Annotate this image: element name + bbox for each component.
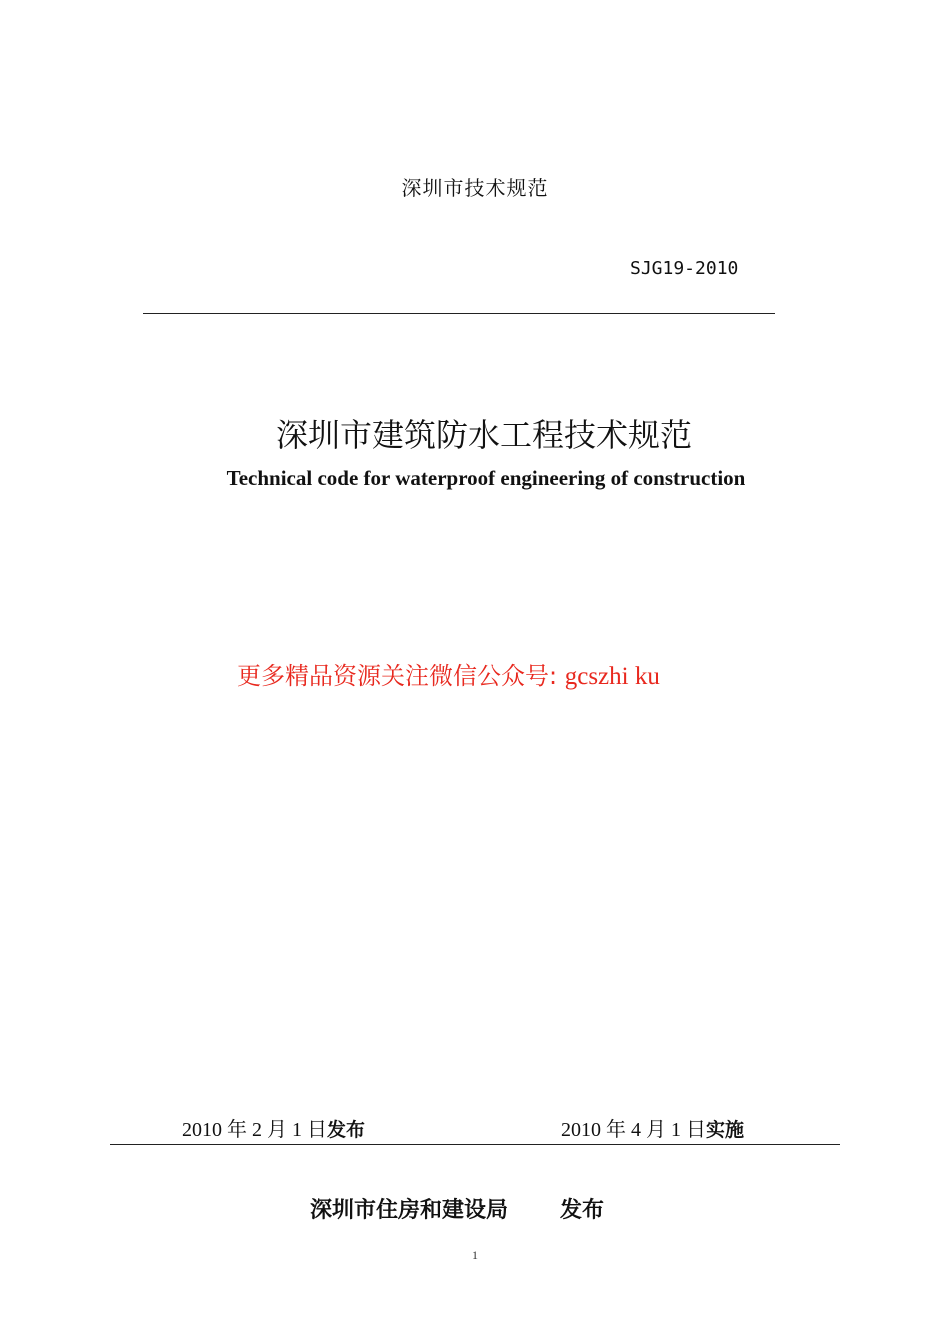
- promo-account: gcszhi ku: [564, 663, 660, 690]
- publisher-name: 深圳市住房和建设局: [310, 1198, 509, 1223]
- standard-code-number: SJG19-2010: [630, 258, 739, 279]
- publisher-action: 发布: [560, 1198, 605, 1223]
- page-number: 1: [472, 1248, 478, 1262]
- effective-date-line: [561, 1113, 744, 1142]
- promo-text: 更多精品资源关注微信公众号:: [237, 662, 558, 690]
- document-title: 深圳市建筑防水工程技术规范: [275, 416, 692, 454]
- issue-action: 发布: [327, 1119, 366, 1141]
- english-title: Technical code for waterproof engineering of construction: [226, 466, 746, 490]
- top-divider: [143, 313, 775, 314]
- series-title: 深圳市技术规范: [401, 176, 549, 200]
- effective-action: 实施: [706, 1119, 745, 1141]
- issue-date-line: [182, 1113, 365, 1142]
- bottom-divider: [110, 1144, 840, 1145]
- publisher-line: [310, 1193, 604, 1224]
- promo-line: [237, 656, 660, 691]
- effective-date: 2010 年 4 月 1 日: [561, 1119, 706, 1141]
- issue-date: 2010 年 2 月 1 日: [182, 1119, 327, 1141]
